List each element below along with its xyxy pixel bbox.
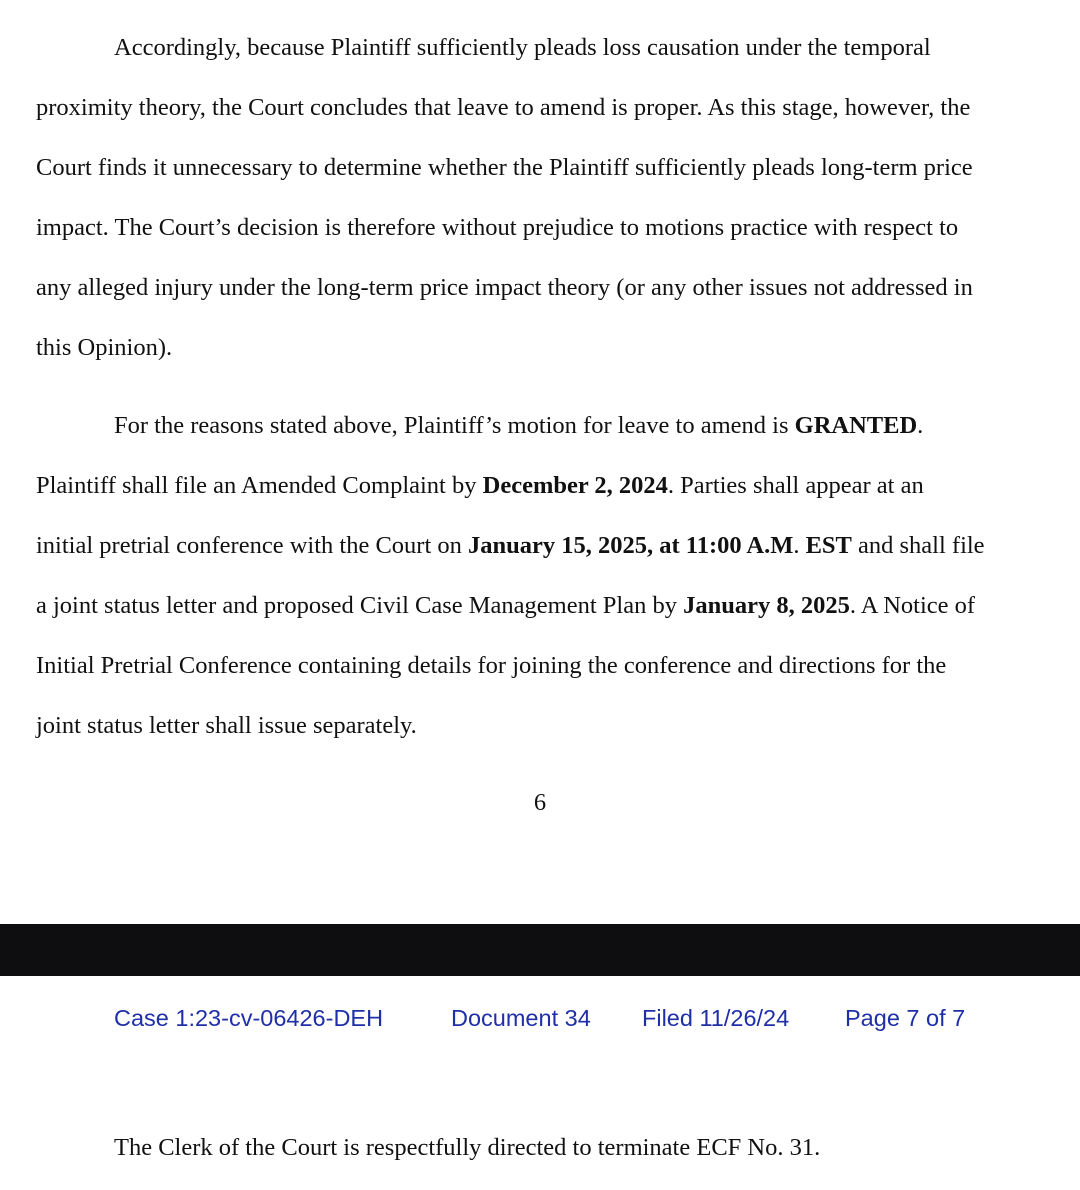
- text-run: a joint status letter and proposed Civil Case Management Plan by: [36, 592, 684, 619]
- paragraph-line: [36, 396, 1056, 456]
- paragraph-leave-to-amend: [36, 18, 1056, 378]
- bold-granted: GRANTED: [794, 412, 918, 439]
- ecf-case-number: Case 1:23-cv-06426-DEH: [114, 1005, 384, 1031]
- paragraph-line: [36, 576, 1056, 636]
- text-run: .: [793, 532, 806, 559]
- paragraph-line: proximity theory, the Court concludes that leave to amend is proper. As this stage, however, the: [36, 94, 971, 121]
- ecf-filed-date: Filed 11/26/24: [642, 1005, 790, 1031]
- ecf-page-count: Page 7 of 7: [845, 1005, 966, 1031]
- text-run: . A Notice of: [849, 592, 976, 619]
- paragraph-line: this Opinion).: [36, 334, 173, 361]
- paragraph-line: impact. The Court’s decision is therefore without prejudice to motions practice with respect to: [36, 214, 959, 241]
- text-run: For the reasons stated above, Plaintiff’s motion for leave to amend is: [114, 412, 795, 439]
- text-run: . Parties shall appear at an: [667, 472, 924, 499]
- paragraph-line: [36, 456, 1056, 516]
- page-divider-bar: [0, 924, 1080, 976]
- paragraph-line: joint status letter shall issue separately.: [36, 712, 417, 739]
- paragraph-line: Court finds it unnecessary to determine whether the Plaintiff sufficiently pleads long-term price: [36, 154, 973, 181]
- ecf-header: [0, 998, 1080, 1038]
- bold-conference-date: January 15, 2025, at 11:00 A.M: [468, 532, 794, 559]
- text-run: .: [917, 412, 924, 439]
- bold-deadline-complaint: December 2, 2024: [482, 472, 668, 499]
- bold-timezone: EST: [805, 532, 852, 559]
- text-run: Plaintiff shall file an Amended Complaint by: [36, 472, 483, 499]
- ecf-document-number: Document 34: [451, 1005, 591, 1031]
- paragraph-line: Initial Pretrial Conference containing details for joining the conference and directions for the: [36, 652, 947, 679]
- clerk-directive: The Clerk of the Court is respectfully directed to terminate ECF No. 31.: [114, 1134, 821, 1161]
- paragraph-line: [36, 516, 1056, 576]
- page-number: 6: [533, 789, 547, 816]
- paragraph-line: Accordingly, because Plaintiff sufficiently pleads loss causation under the temporal: [114, 34, 931, 61]
- paragraph-line: any alleged injury under the long-term price impact theory (or any other issues not addressed in: [36, 274, 973, 301]
- text-run: initial pretrial conference with the Court on: [36, 532, 469, 559]
- text-run: and shall file: [851, 532, 985, 559]
- paragraph-order: [36, 396, 1056, 756]
- bold-deadline-letter: January 8, 2025: [683, 592, 850, 619]
